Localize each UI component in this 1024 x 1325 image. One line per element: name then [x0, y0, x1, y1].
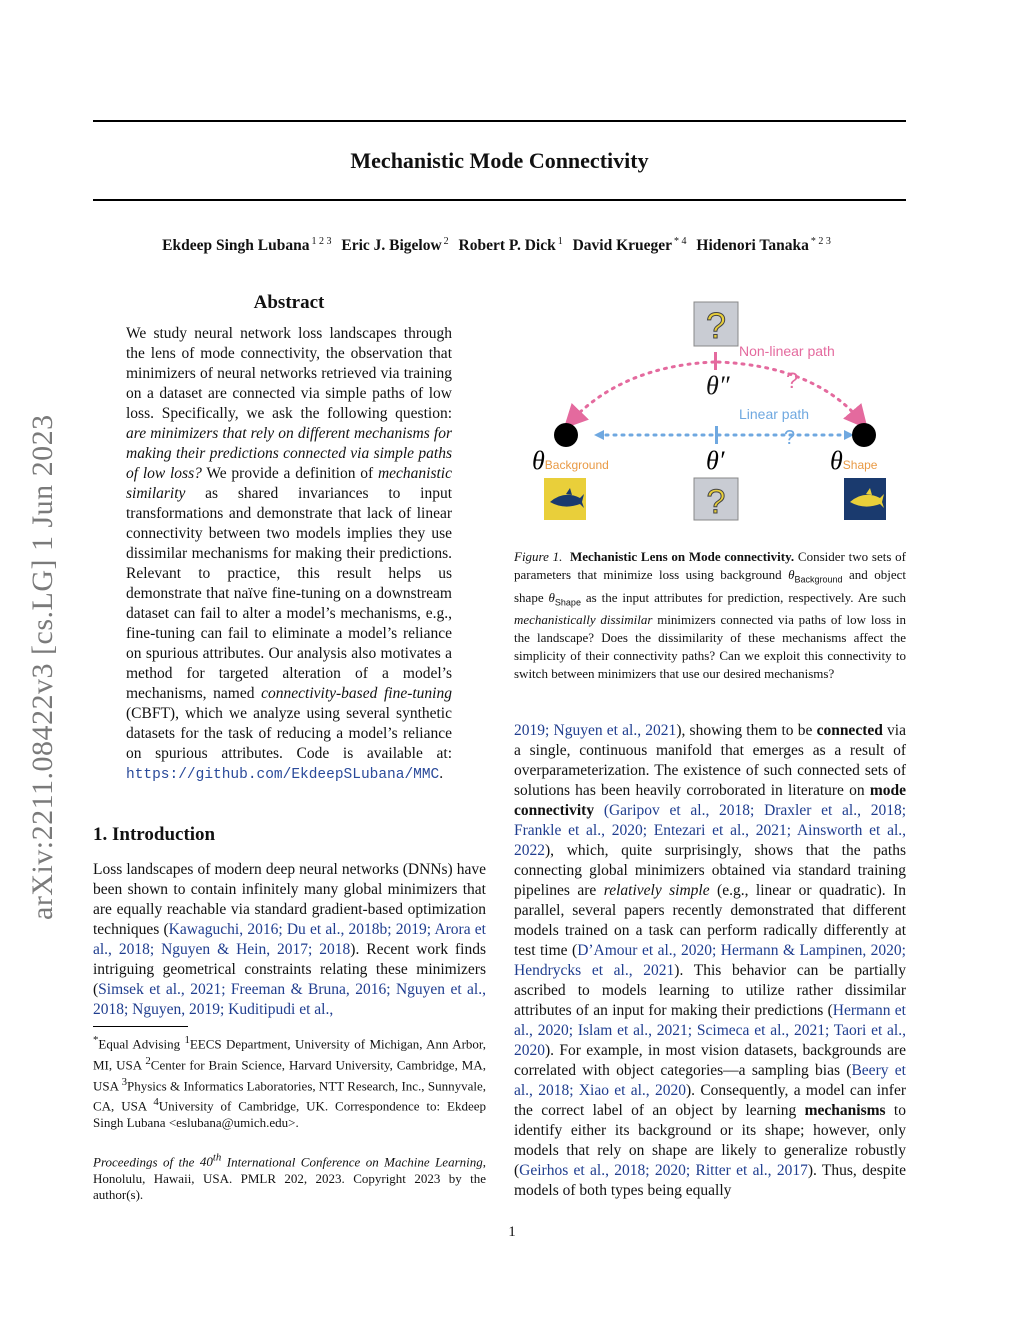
intro-left-text: Loss landscapes of modern deep neural networks (DNNs) have been shown to contain infinitely many global minimizers that are equally reachable via standard gradient-based optimization techniques (Kawaguchi, 2016; Du et al., 2018b; 2019; Arora et al., 2018; Nguyen & Hein, 2017; 2018). Recent work finds intriguing geometrical constraints relating these minimizers (Simsek et al., 2021; Freeman & Bruna, 2016; Nguyen et al., 2018; Nguyen, 2019; Kuditipudi et al., — [93, 861, 486, 1018]
author-name: Hidenori Tanaka — [696, 237, 809, 255]
shape-shark-tile — [844, 478, 886, 520]
proceedings-note: Proceedings of the 40th International Conference on Machine Learning, Honolulu, Hawaii, USA. PMLR 202, 2023. Copyright 2023 by the author(s). — [93, 1152, 487, 1203]
minimizer-background-point — [554, 423, 578, 447]
linear-midpoint-tick — [715, 426, 718, 444]
intro-right-text: 2019; Nguyen et al., 2021), showing them to be connected via a single, continuous manifold that emerges as a result of overparameterization. The existence of such connected sets of solutions has been heavily corroborated in literature on mode connectivity (Garipov et al., 2018; Draxler et al., 2018; Frankle et al., 2020; Entezari et al., 2021; Ainsworth et al., 2022), which, quite surprisingly, shows that the paths connecting global minimizers obtained via standard training pipelines are relatively simple (e.g., linear or quadratic). In parallel, several papers recently demonstrated that different models trained on a task can perform radically differently at test time (D’Amour et al., 2020; Hermann & Lampinen, 2020; Hendrycks et al., 2021). This behavior can be partially ascribed to models learning to utilize rather dissimilar attributes of an input for making their predictions (Hermann et al., 2020; Islam et al., 2021; Scimeca et al., 2021; Taori et al., 2020). For example, in most vision datasets, backgrounds are correlated with object categories—a sampling bias (Beery et al., 2018; Xiao et al., 2020). Consequently, a model can infer the correct label of an object by learning mechanisms to identify either its background or its shape; however, only models that rely on shape are likely to generalize robustly (Geirhos et al., 2018; 2020; Ritter et al., 2017). Thus, despite models of both types being equally — [514, 722, 906, 1199]
background-shark-tile — [544, 478, 586, 520]
citation-link[interactable]: Geirhos et al., 2018; 2020; Ritter et al., 2017 — [519, 1162, 808, 1179]
nonlinear-path-label: Non-linear path — [739, 343, 835, 359]
nonlinear-question-mark: ? — [786, 368, 799, 393]
author-name: Ekdeep Singh Lubana — [162, 237, 310, 255]
citation-link[interactable]: (Garipov et al., 2018; Draxler et al., 2018; Frankle et al., 2020; Entezari et al., 2021; Ainsworth et al., 2022 — [514, 802, 906, 859]
page-number: 1 — [508, 1224, 516, 1240]
code-link[interactable]: https://github.com/EkdeepSLubana/MMC — [126, 767, 440, 783]
svg-text:?: ? — [705, 305, 727, 346]
question-tile-top — [694, 302, 738, 346]
intro-heading: 1. Introduction — [93, 824, 216, 845]
citation-link[interactable]: 2019; Nguyen et al., 2021 — [514, 722, 677, 739]
question-tile-bottom — [694, 478, 738, 521]
citation-link[interactable]: Kawaguchi, 2016; Du et al., 2018b; 2019; Arora et al., 2018; Nguyen & Hein, 2017; 2018 — [93, 921, 486, 958]
minimizer-shape-point — [852, 423, 876, 447]
footnote-rule — [93, 1026, 188, 1027]
figure-mode-connectivity — [514, 296, 906, 532]
theta-background: θBackground — [532, 446, 609, 475]
linear-question-mark: ? — [784, 427, 796, 449]
theta-prime: θ′ — [706, 446, 725, 475]
title-rule — [93, 199, 906, 201]
affiliations-footnote: *Equal Advising $^1$EECS Department, University of Michigan, Ann Arbor, MI, USA $^2$Center for Brain Science, Harvard University, Cambridge, MA, USA $^3$Physics & Informatics Laboratories, NTT Research, Inc., Sunnyvale, CA, USA $^4$University of Cambridge, UK. Correspondence to: Ekdeep Singh Lubana <eslubana@umich.edu>. — [93, 1034, 486, 1131]
linear-path-label: Linear path — [739, 406, 810, 422]
nonlinear-path-left — [572, 362, 714, 420]
arxiv-side-stamp: arXiv:2211.08422v3 [cs.LG] 1 Jun 2023 — [26, 414, 59, 920]
paper-title: Mechanistic Mode Connectivity — [350, 148, 649, 173]
author-name: David Krueger — [572, 237, 673, 255]
abstract-heading: Abstract — [253, 292, 325, 313]
author-name: Eric J. Bigelow — [341, 237, 442, 255]
theta-double-prime: θ″ — [706, 371, 730, 400]
linear-arrow-left — [594, 430, 604, 440]
author-name: Robert P. Dick — [458, 237, 556, 255]
citation-link[interactable]: Simsek et al., 2021; Freeman & Bruna, 2016; Nguyen et al., 2018; Nguyen, 2019; Kuditipudi et al., — [93, 981, 486, 1018]
svg-text:?: ? — [706, 483, 726, 521]
figure-caption: Figure 1. Mechanistic Lens on Mode connectivity. Consider two sets of parameters that minimize loss using background $\theta_{Background}$ and object shape $\theta_{Shape}$ as the input attributes for prediction, respectively. Are such mechanistically dissimilar minimizers connected via paths of low loss in the landscape? Does the dissimilarity of these mechanisms affect the simplicity of their connectivity paths? Can we exploit this connectivity to switch between minimizers that use our desired mechanisms? — [514, 549, 906, 682]
citation-link[interactable]: Hermann et al., 2020; Islam et al., 2021; Scimeca et al., 2021; Taori et al., 2020 — [514, 1002, 906, 1059]
author-list: Ekdeep Singh Lubana $^{1 2 3}$ Eric J. Bigelow $^2$ Robert P. Dick $^1$ David Krueger $^{* 4}$ Hidenori Tanaka $^{* 2 3}$ — [162, 236, 831, 255]
theta-shape: θShape — [830, 446, 878, 475]
abstract-body: We study neural network loss landscapes through the lens of mode connectivity, the observation that minimizers of neural networks retrieved via training on a dataset are connected via simple paths of low loss. Specifically, we ask the following question: are minimizers that rely on different mechanisms for making their predictions connected via simple paths of low loss? We provide a definition of mechanistic similarity as shared invariances to input transformations and demonstrate that lack of linear connectivity between two models implies they use dissimilar mechanisms for making their predictions. Relevant to practice, this result helps us demonstrate that naïve fine-tuning on a downstream dataset can fail to alter a model’s mechanisms, e.g., fine-tuning can fail to eliminate a model’s reliance on spurious attributes. Our analysis also motivates a method for targeted alteration of a model’s mechanisms, named connectivity-based fine-tuning (CBFT), which we analyze using several synthetic datasets for the task of reducing a model’s reliance on spurious attributes. Code is available at: https://github.com/EkdeepSLubana/MMC. — [126, 325, 452, 783]
citation-link[interactable]: Beery et al., 2018; Xiao et al., 2020 — [514, 1062, 906, 1099]
top-rule — [93, 120, 906, 122]
nonlinear-midpoint-tick — [714, 352, 717, 370]
citation-link[interactable]: D’Amour et al., 2020; Hermann & Lampinen, 2020; Hendrycks et al., 2021 — [514, 942, 906, 979]
